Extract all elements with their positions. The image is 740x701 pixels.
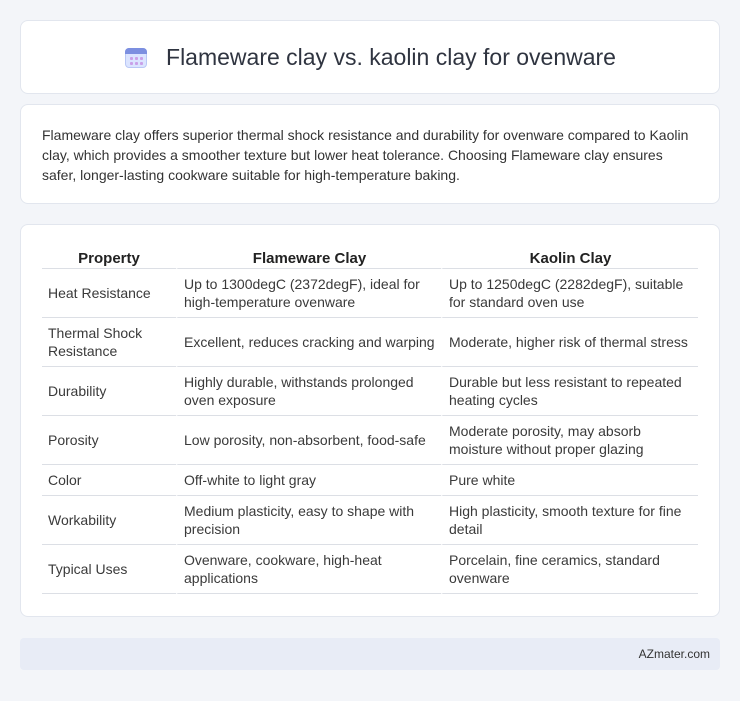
row-flameware: Medium plasticity, easy to shape with precision <box>176 496 441 545</box>
table-row <box>42 318 698 367</box>
page-title: Flameware clay vs. kaolin clay for ovenware <box>166 43 616 70</box>
row-kaolin: Moderate porosity, may absorb moisture without proper glazing <box>441 416 698 465</box>
title-card <box>20 20 720 94</box>
row-flameware: Low porosity, non-absorbent, food-safe <box>176 416 441 465</box>
row-kaolin: Porcelain, fine ceramics, standard ovenware <box>441 545 698 594</box>
calendar-icon <box>124 45 148 69</box>
row-property: Workability <box>42 496 176 545</box>
header-flameware: Flameware Clay <box>176 245 441 269</box>
summary-card <box>20 104 720 204</box>
table-row <box>42 465 698 496</box>
row-property: Color <box>42 465 176 496</box>
row-property: Heat Resistance <box>42 269 176 318</box>
footer-bar <box>20 638 720 670</box>
row-flameware: Off-white to light gray <box>176 465 441 496</box>
row-kaolin: Durable but less resistant to repeated heating cycles <box>441 367 698 416</box>
comparison-table <box>42 245 698 594</box>
row-kaolin: Moderate, higher risk of thermal stress <box>441 318 698 367</box>
row-property: Porosity <box>42 416 176 465</box>
summary-text: Flameware clay offers superior thermal shock resistance and durability for ovenware compared to Kaolin clay, which provides a smoother texture but lower heat tolerance. Choosing Flameware clay ensures safer, longer-lasting cookware suitable for high-temperature baking. <box>42 127 689 183</box>
row-kaolin: Pure white <box>441 465 698 496</box>
table-row <box>42 367 698 416</box>
table-row <box>42 496 698 545</box>
table-row <box>42 269 698 318</box>
row-property: Durability <box>42 367 176 416</box>
table-header-row <box>42 245 698 269</box>
row-flameware: Up to 1300degC (2372degF), ideal for high-temperature ovenware <box>176 269 441 318</box>
row-property: Typical Uses <box>42 545 176 594</box>
footer-brand: AZmater.com <box>638 647 710 661</box>
row-kaolin: High plasticity, smooth texture for fine detail <box>441 496 698 545</box>
row-kaolin: Up to 1250degC (2282degF), suitable for standard oven use <box>441 269 698 318</box>
header-property: Property <box>42 245 176 269</box>
row-property: Thermal Shock Resistance <box>42 318 176 367</box>
table-row <box>42 545 698 594</box>
comparison-card <box>20 224 720 617</box>
row-flameware: Highly durable, withstands prolonged oven exposure <box>176 367 441 416</box>
header-kaolin: Kaolin Clay <box>441 245 698 269</box>
row-flameware: Ovenware, cookware, high-heat applications <box>176 545 441 594</box>
table-row <box>42 416 698 465</box>
row-flameware: Excellent, reduces cracking and warping <box>176 318 441 367</box>
